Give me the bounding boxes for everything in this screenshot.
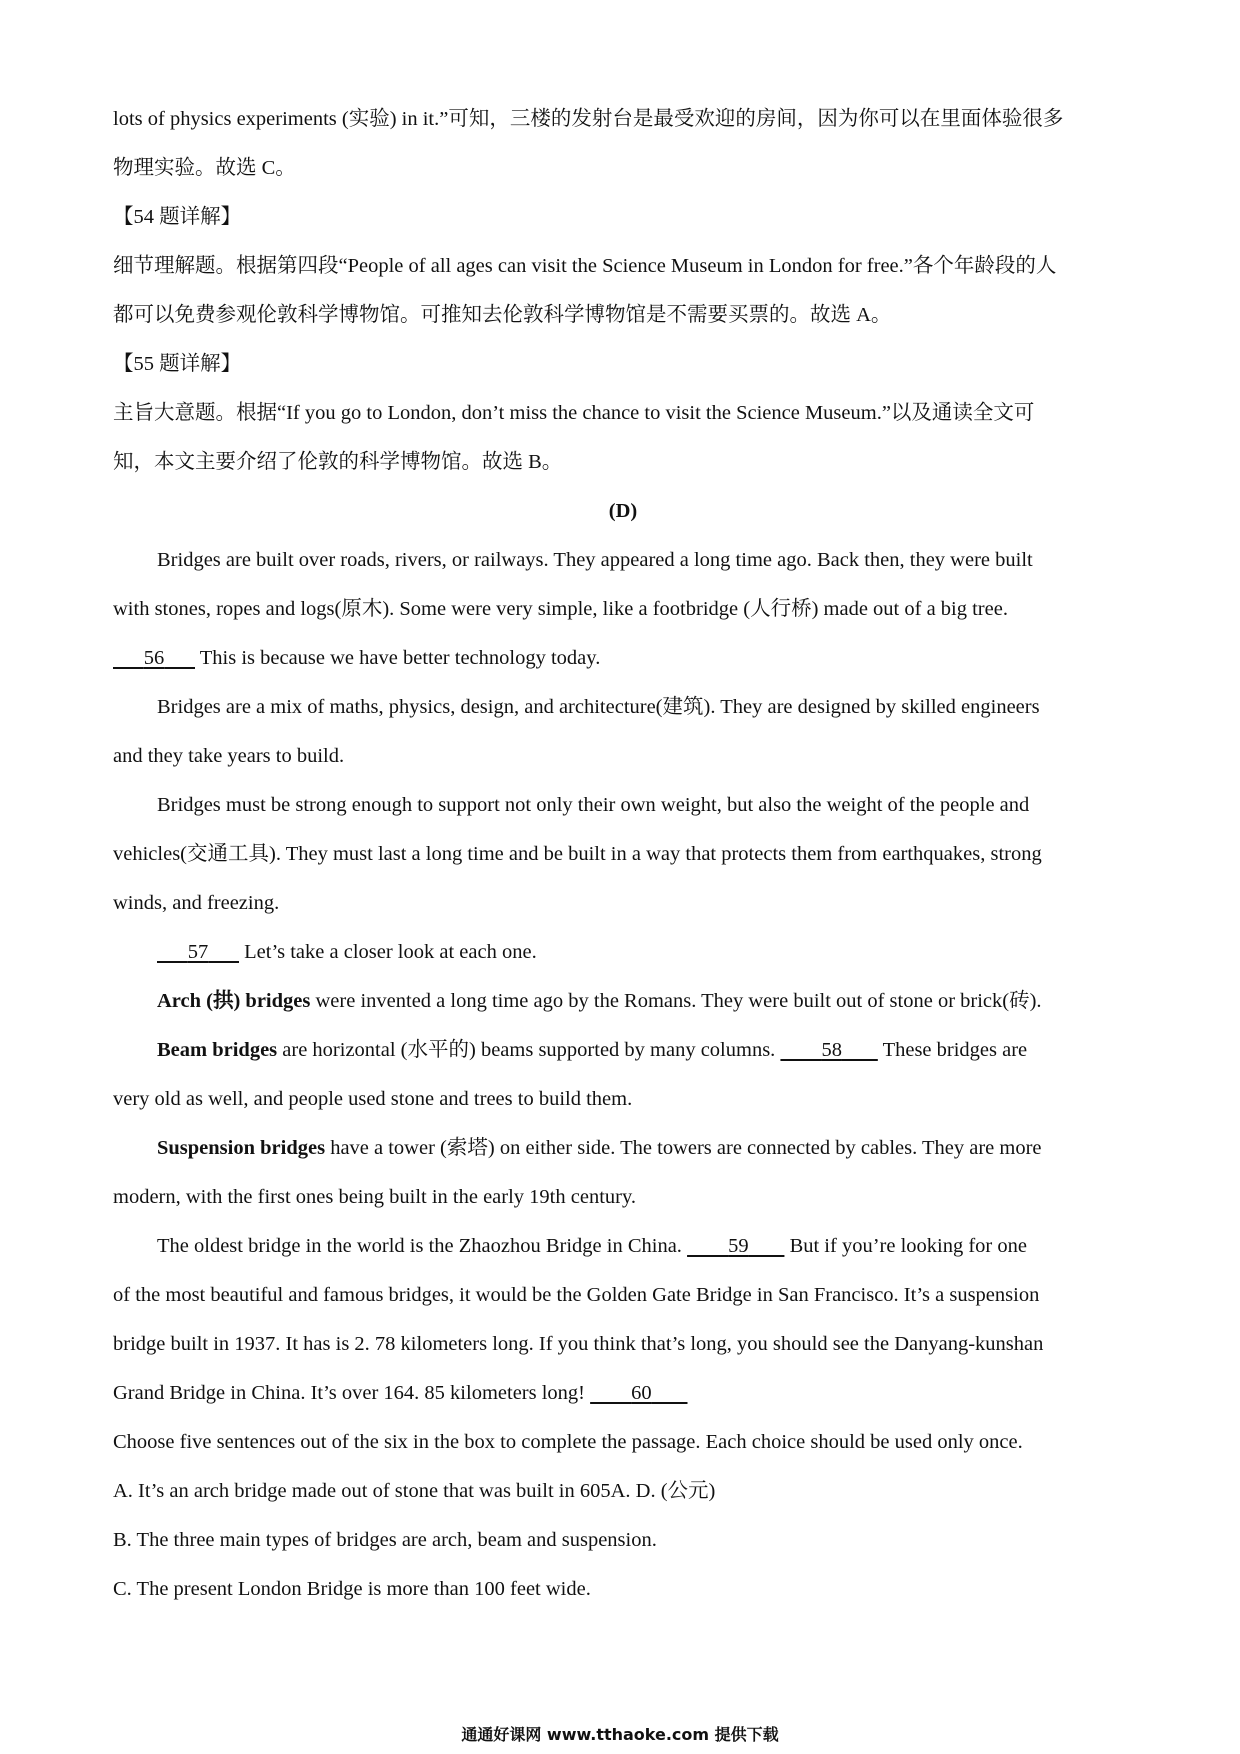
blank-57: 57 xyxy=(187,941,209,963)
paragraph-line: 知，本文主要介绍了伦敦的科学博物馆。故选 B。 xyxy=(113,451,563,473)
blank-59: 59 xyxy=(728,1235,749,1257)
passage-line: Suspension bridges have a tower (索塔) on either side. The towers are connected by cables. They are more xyxy=(157,1137,1042,1159)
beam-bridges-term: Beam bridges xyxy=(157,1039,278,1061)
passage-line: Bridges must be strong enough to support not only their own weight, but also the weight of the people and xyxy=(157,794,1030,816)
option-a: A. It’s an arch bridge made out of stone that was built in 605A. D. (公元) xyxy=(113,1480,716,1502)
blank-56: 56 xyxy=(143,647,165,669)
page-footer: 通通好课网 www.tthaoke.com 提供下载 xyxy=(461,1725,779,1744)
paragraph-line: 细节理解题。根据第四段“People of all ages can visit the Science Museum in London for free.”各个年龄段的人 xyxy=(113,255,1057,277)
question-55-heading: 【55 题详解】 xyxy=(113,353,242,375)
paragraph-line: 物理实验。故选 C。 xyxy=(113,157,296,179)
passage-line: with stones, ropes and logs(原木). Some were very simple, like a footbridge (人行桥) made out of a big tree. xyxy=(113,598,1008,620)
passage-line: of the most beautiful and famous bridges, it would be the Golden Gate Bridge in San Francisco. It’s a suspension xyxy=(113,1284,1040,1306)
passage-line: Bridges are a mix of maths, physics, design, and architecture(建筑). They are designed by skilled engineers xyxy=(157,696,1040,718)
paragraph-line: lots of physics experiments (实验) in it.”可知，三楼的发射台是最受欢迎的房间，因为你可以在里面体验很多 xyxy=(113,108,1064,130)
blank-58: 58 xyxy=(821,1039,842,1061)
passage-line: Beam bridges are horizontal (水平的) beams supported by many columns. 58 These bridges are xyxy=(113,1026,1133,1075)
document-page xyxy=(113,95,1133,1614)
passage-line: The oldest bridge in the world is the Zhaozhou Bridge in China. 59 But if you’re looking for one xyxy=(113,1222,1133,1271)
question-54-heading: 【54 题详解】 xyxy=(113,206,242,228)
option-b: B. The three main types of bridges are arch, beam and suspension. xyxy=(113,1529,657,1551)
section-title: (D) xyxy=(608,500,638,522)
passage-line: 56 This is because we have better technology today. xyxy=(113,634,1133,683)
arch-bridges-term: Arch (拱) bridges xyxy=(157,990,311,1012)
passage-line: 57 Let’s take a closer look at each one. xyxy=(113,928,1133,977)
suspension-bridges-term: Suspension bridges xyxy=(157,1137,326,1159)
passage-line: Arch (拱) bridges were invented a long time ago by the Romans. They were built out of stone or brick(砖). xyxy=(157,990,1042,1012)
passage-line: very old as well, and people used stone and trees to build them. xyxy=(113,1088,633,1110)
passage-line: vehicles(交通工具). They must last a long time and be built in a way that protects them from earthquakes, strong xyxy=(113,843,1042,865)
passage-line: winds, and freezing. xyxy=(113,892,280,914)
passage-line: Bridges are built over roads, rivers, or railways. They appeared a long time ago. Back then, they were built xyxy=(157,549,1033,571)
blank-60: 60 xyxy=(631,1382,652,1404)
passage-line: and they take years to build. xyxy=(113,745,345,767)
option-c: C. The present London Bridge is more than 100 feet wide. xyxy=(113,1578,591,1600)
passage-line: Grand Bridge in China. It’s over 164. 85 kilometers long! 60 xyxy=(113,1369,1133,1418)
passage-line: bridge built in 1937. It has is 2. 78 kilometers long. If you think that’s long, you should see the Danyang-kunshan xyxy=(113,1333,1044,1355)
paragraph-line: 都可以免费参观伦敦科学博物馆。可推知去伦敦科学博物馆是不需要买票的。故选 A。 xyxy=(113,304,892,326)
instruction-text: Choose five sentences out of the six in the box to complete the passage. Each choice should be used only once. xyxy=(113,1431,1023,1453)
paragraph-line: 主旨大意题。根据“If you go to London, don’t miss the chance to visit the Science Museum.”以及通读全文可 xyxy=(113,402,1035,424)
passage-line: modern, with the first ones being built in the early 19th century. xyxy=(113,1186,637,1208)
